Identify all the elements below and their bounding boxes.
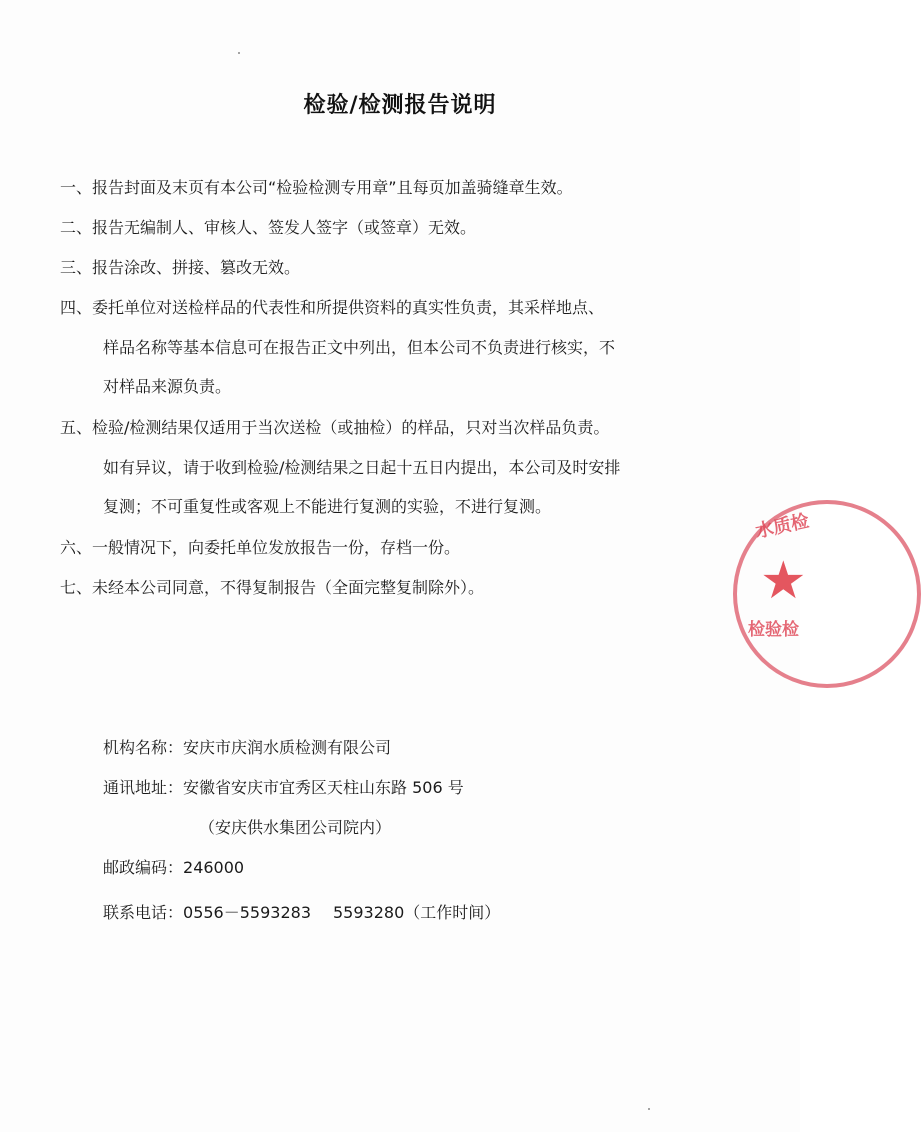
org-name-value: 安庆市庆润水质检测有限公司 [183,738,392,757]
rule-text: 未经本公司同意，不得复制报告（全面完整复制除外）。 [92,578,485,597]
rule-number: 七、 [60,578,93,597]
seal-text-top: 水质检 [753,510,811,543]
document-page: 检验/检测报告说明 一、报告封面及末页有本公司“检验检测专用章”且每页加盖骑缝章生效。 二、报告无编制人、审核人、签发人签字（或签章）无效。 三、报告涂改、拼接、篡改无效。 四、委托单位对送检样品的代表性和所提供资料的真实性负责，其采样地点、 样品名称等基本信息可在报告正文中列出，但本公司不负责进行核实，不 对样品来源负责。 五、检验/检测结果仅适用于当次送检（或抽检）的样品，只对当次样品负责。 如有异议，请于收到检验/检测结果之日起十五日内提出，本公司及时安排 复测；不可重复性或客观上不能进行复测的实验，不进行复测。 六、一般情况下，向委托单位发放报告一份，存档一份。 七、未经本公司同意，不得复制报告（全面完整复制除外）。 机构名称：安庆市庆润水质检测有限公司 通讯地址：安徽省安庆市宜秀区天柱山东路 506 号 （安庆供水集团公司院内） 邮政编码：246000 联系电话：0556－5593283 5593280（工作时间） 水质检 ★ 检验检 [0,0,800,1132]
rule-continuation: 复测；不可重复性或客观上不能进行复测的实验，不进行复测。 [103,497,552,516]
rule-number: 二、 [60,218,93,237]
postcode-label: 邮政编码： [103,858,184,877]
rule-continuation: 对样品来源负责。 [103,377,232,396]
org-name-label: 机构名称： [103,738,184,757]
rule-text: 报告无编制人、审核人、签发人签字（或签章）无效。 [92,218,477,237]
rule-number: 六、 [60,538,93,557]
rule-text: 检验/检测结果仅适用于当次送检（或抽检）的样品，只对当次样品负责。 [92,418,610,437]
phone-row [103,903,500,923]
postcode-value: 246000 [183,858,245,877]
address-row [103,778,464,798]
rule-item [60,418,750,438]
rule-number: 三、 [60,258,93,277]
rule-item [60,258,750,278]
rule-item [60,178,750,198]
rule-continuation: 如有异议，请于收到检验/检测结果之日起十五日内提出，本公司及时安排 [103,458,621,477]
document-title: 检验/检测报告说明 [303,93,497,118]
seal-text-bottom: 检验检 [748,620,799,640]
rule-item [60,578,750,598]
org-name-row [103,738,391,758]
postcode-row [103,858,244,878]
phone-value-secondary: 5593280（工作时间） [333,903,501,922]
rule-number: 一、 [60,178,93,197]
rule-item [60,538,750,558]
address-label: 通讯地址： [103,778,184,797]
scan-speck [238,52,240,54]
address-value: 安徽省安庆市宜秀区天柱山东路 506 号 [183,778,464,797]
phone-value-main: 0556－5593283 [183,903,311,922]
rule-item [60,298,750,318]
rule-text: 报告封面及末页有本公司“检验检测专用章”且每页加盖骑缝章生效。 [92,178,573,197]
rule-text: 委托单位对送检样品的代表性和所提供资料的真实性负责，其采样地点、 [92,298,605,317]
rule-continuation: 样品名称等基本信息可在报告正文中列出，但本公司不负责进行核实，不 [103,338,616,357]
address-extra: （安庆供水集团公司院内） [199,818,392,837]
phone-label: 联系电话： [103,903,184,922]
rule-number: 四、 [60,298,93,317]
rule-text: 报告涂改、拼接、篡改无效。 [92,258,301,277]
rule-text: 一般情况下，向委托单位发放报告一份，存档一份。 [92,538,461,557]
scan-speck [648,1108,650,1110]
rule-item [60,218,750,238]
rule-number: 五、 [60,418,93,437]
